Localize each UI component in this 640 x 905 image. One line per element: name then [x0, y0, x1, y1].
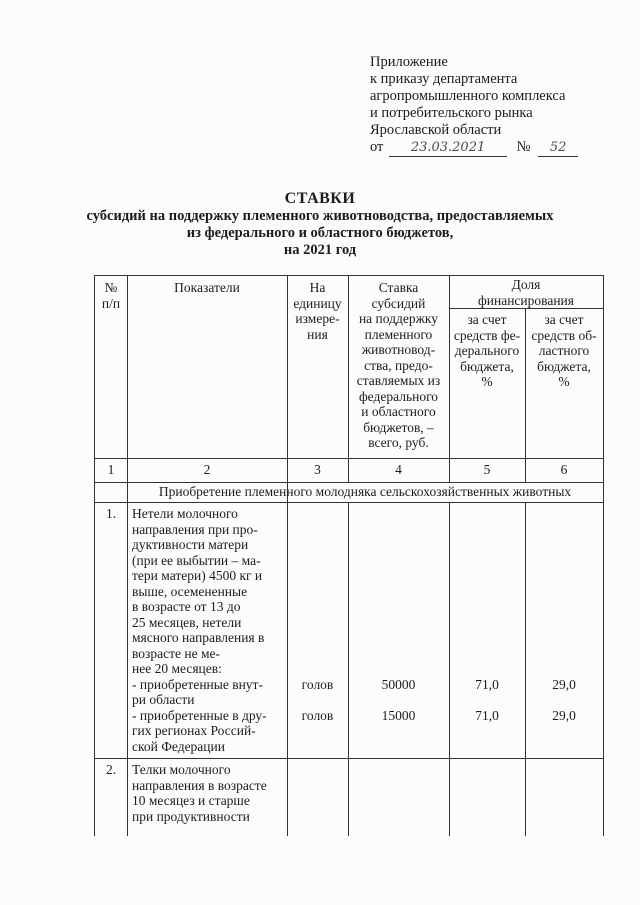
row-text-line: гих регионах Россий-	[132, 723, 256, 738]
header-rate-line: на поддержку	[358, 311, 439, 326]
row-text-line: Телки молочного	[132, 762, 231, 777]
row-divider	[95, 458, 603, 459]
header-federal-line: дерального	[454, 343, 520, 358]
appendix-line: агропромышленного комплекса	[370, 88, 566, 104]
handwritten-date: 23.03.2021	[389, 139, 507, 157]
row-text-line: нее 20 месяцев:	[132, 661, 222, 676]
date-number-line	[370, 139, 578, 157]
row-text-line: Нетели молочного	[132, 506, 238, 521]
row-text-line: тери матери) 4500 кг и	[132, 568, 263, 583]
header-rate-line: ставляемых из	[356, 373, 441, 388]
date-prefix: от	[370, 139, 384, 155]
header-regional-line: за счет	[544, 312, 584, 327]
appendix-line: к приказу департамента	[370, 71, 518, 87]
header-rate-line: всего, руб.	[368, 435, 429, 450]
col-divider	[287, 276, 288, 836]
row-divider	[449, 308, 603, 309]
item-federal: 71,0	[475, 676, 499, 692]
rates-table	[94, 275, 604, 836]
row-text-line: направления при про-	[132, 521, 258, 537]
appendix-block	[370, 54, 578, 157]
number-prefix: №	[516, 139, 531, 155]
row-text-line: возрасте не ме-	[132, 645, 220, 661]
item-federal: 71,0	[475, 707, 499, 723]
row-text-line: при продуктивности	[132, 808, 250, 824]
header-rate-line: бюджетов, –	[363, 419, 434, 435]
header-regional	[525, 312, 603, 390]
title-main: СТАВКИ	[284, 190, 356, 207]
row-description	[132, 506, 287, 754]
section-title: Приобретение племенного молодняка сельскохозяйственных животных	[158, 484, 572, 499]
header-unit-line: ния	[307, 326, 328, 342]
header-indicators: Показатели	[174, 280, 240, 295]
header-federal-line: средств фе-	[453, 327, 521, 343]
header-federal-line: бюджета,	[460, 358, 514, 374]
header-unit	[287, 280, 348, 342]
appendix-line: Приложение	[370, 54, 448, 70]
col-number: 4	[395, 462, 402, 477]
row-text-line: направления в возрасте	[132, 777, 267, 793]
row-text-line: в возрасте от 13 до	[132, 599, 241, 614]
col-number: 3	[314, 462, 321, 477]
header-regional-line: средств об-	[531, 327, 597, 343]
item-rate: 50000	[381, 676, 416, 692]
row-text-line: 10 месяцез и старше	[132, 793, 250, 808]
row-number: 1.	[105, 506, 117, 521]
title-line: субсидий на поддержку племенного животноводства, предоставляемых	[86, 208, 554, 224]
header-unit-line: единицу	[293, 295, 342, 311]
header-unit-line: На	[309, 280, 326, 295]
header-rate-line: федерального	[358, 388, 439, 404]
col-number: 2	[203, 462, 211, 477]
col-divider	[127, 276, 128, 836]
item-rate: 15000	[381, 707, 416, 723]
col-divider	[525, 502, 526, 836]
item-unit: голов	[301, 707, 334, 723]
row-number: 2.	[105, 762, 117, 777]
header-rate-line: ства, предо-	[364, 357, 433, 373]
header-num	[95, 280, 127, 311]
header-rate	[348, 280, 449, 451]
header-rate-line: субсидий	[371, 295, 426, 311]
row-text-line: 25 месяцев, нетели	[132, 614, 242, 630]
header-share-line: финансирования	[478, 292, 574, 308]
header-rate-line: и областного	[361, 404, 436, 419]
header-federal-line: за счет	[467, 312, 507, 327]
row-divider	[95, 758, 603, 759]
header-rate-line: животновод-	[361, 342, 436, 357]
appendix-line: Ярославской области	[370, 122, 502, 138]
title-line: из федерального и областного бюджетов,	[186, 225, 454, 241]
row-text-line: ской Федерации	[132, 738, 225, 754]
header-unit-line: измере-	[295, 311, 340, 326]
header-regional-line: %	[558, 374, 570, 389]
header-rate-line: Ставка	[378, 280, 419, 295]
row-text-line: - приобретенные внут-	[132, 676, 263, 692]
row-text-line: дуктивности матери	[132, 537, 249, 552]
row-text-line: - приобретенные в дру-	[132, 707, 267, 723]
item-regional: 29,0	[552, 707, 576, 723]
col-divider	[348, 502, 349, 836]
title-line: на 2021 год	[283, 242, 357, 258]
header-num-line: п/п	[101, 295, 121, 311]
header-federal	[449, 312, 525, 390]
item-unit: голов	[301, 676, 334, 692]
header-share	[449, 277, 603, 308]
col-number: 5	[483, 462, 491, 477]
col-number: 6	[560, 462, 568, 477]
row-text-line: (при ее выбытии – ма-	[132, 552, 261, 568]
row-text-line: ри области	[132, 692, 195, 707]
header-regional-line: бюджета,	[537, 358, 591, 374]
row-text-line: выше, осемененные	[132, 583, 248, 599]
row-text-line: мясного направления в	[132, 630, 265, 645]
header-num-line: №	[104, 280, 118, 295]
col-number: 1	[107, 462, 115, 477]
handwritten-number: 52	[538, 139, 578, 157]
appendix-line: и потребительского рынка	[370, 105, 533, 121]
header-share-line: Доля	[511, 277, 541, 292]
row-divider	[95, 482, 603, 483]
header-rate-line: племенного	[364, 326, 433, 342]
header-federal-line: %	[481, 374, 493, 389]
document-title	[80, 190, 560, 259]
col-divider	[449, 502, 450, 836]
item-regional: 29,0	[552, 676, 576, 692]
row-divider	[95, 502, 603, 503]
row-description	[132, 762, 287, 824]
header-regional-line: ластного	[538, 343, 590, 358]
